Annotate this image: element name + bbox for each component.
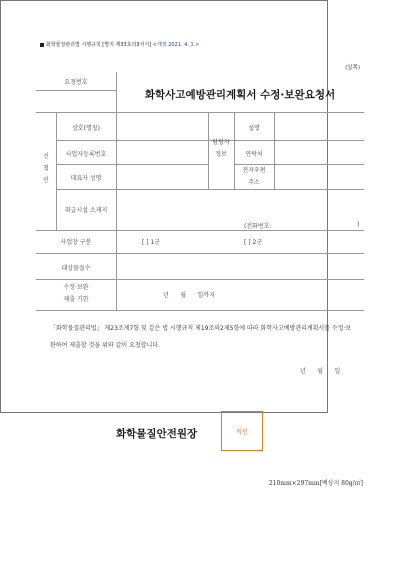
divider: [56, 140, 364, 141]
biz-type-option-2[interactable]: [ ] 2군: [244, 239, 263, 246]
seal-label: 직인: [236, 428, 248, 436]
issuing-authority: 화학물질안전원장: [116, 428, 198, 440]
divider: [234, 112, 235, 189]
applicant-section-label: 신 청 인: [43, 153, 49, 184]
divider: [36, 253, 364, 254]
substance-count-label: 대상물질수: [61, 265, 91, 272]
company-label: 상호(명칭): [72, 125, 100, 132]
rep-name-label: 대표자 성명: [70, 175, 102, 182]
request-statement: 「화학물질관리법」 제23조제7항 및 같은 법 시행규칙 제19조의2제5항에 따라 화학사고예방관리계획서를 수정·보완하여 제출할 것을 위와 같이 요청합니다.: [50, 325, 352, 349]
form-reference: 화학물질관리법 시행규칙 [별지 제33호의3서식]: [46, 42, 152, 48]
divider: [116, 72, 117, 112]
official-seal-box: [221, 411, 263, 451]
divider: [36, 230, 364, 231]
contact-group-label: 담당자 정보: [212, 139, 230, 158]
deadline-label: 수정·보완 제출 기한: [63, 284, 89, 303]
facility-address-label: 취급시설 소재지: [64, 207, 108, 214]
biz-type-label: 사업장 구분: [60, 239, 92, 246]
phone-line-label: (전화번호:: [244, 223, 272, 230]
revision-note: <개정 2021. 4. 1.>: [152, 42, 200, 48]
contact-name-label: 성명: [248, 125, 260, 132]
square-bullet-icon: [40, 43, 44, 47]
page-side-label: (앞쪽): [345, 65, 360, 71]
biz-type-option-1[interactable]: [ ] 1군: [142, 239, 161, 246]
divider: [36, 279, 364, 280]
date-line: 년 월 일: [300, 368, 341, 375]
divider: [36, 112, 364, 113]
paper-spec-footer: 210mm×297mm[백상지 80g/㎡]: [268, 480, 363, 487]
divider: [274, 112, 275, 189]
divider: [36, 90, 116, 91]
divider: [56, 189, 364, 190]
form-reference-header: [40, 41, 199, 48]
divider: [36, 310, 364, 311]
form-title: 화학사고예방관리계획서 수정·보완요청서: [144, 89, 336, 101]
phone-line-close: ): [357, 221, 360, 228]
divider: [56, 164, 208, 165]
contact-phone-label: 연락처: [245, 151, 263, 158]
receipt-no-label: 요청번호: [64, 79, 88, 86]
divider: [56, 112, 57, 230]
divider: [208, 112, 209, 189]
contact-email-label: 전자우편 주소: [242, 167, 266, 186]
biz-reg-label: 사업자등록번호: [65, 151, 107, 158]
divider: [116, 112, 117, 310]
deadline-value: 년 월 일까지: [163, 292, 215, 299]
